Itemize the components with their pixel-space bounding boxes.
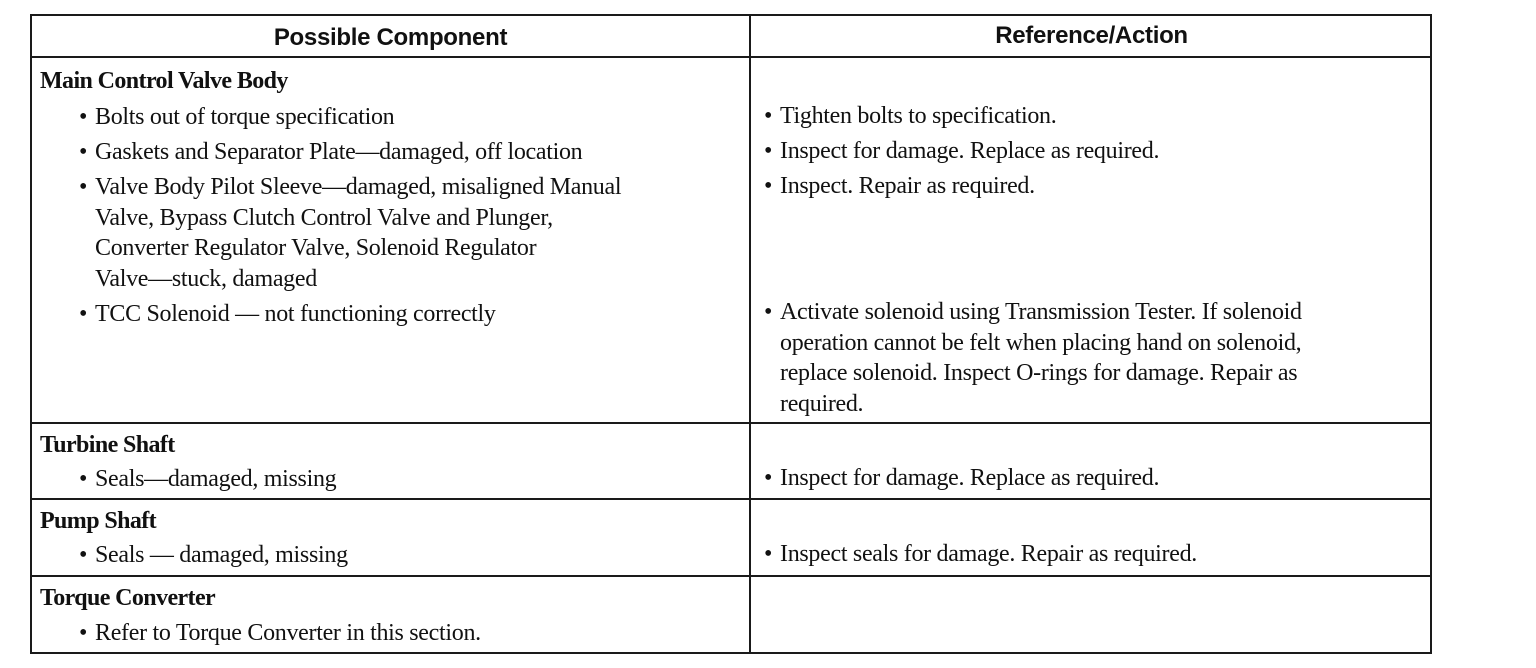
component-item: • Refer to Torque Converter in this section. [79,620,481,646]
section-pump-shaft [32,500,1430,577]
action-item: • Tighten bolts to specification. [764,103,1057,129]
component-item: • Bolts out of torque specification [79,104,395,130]
section-title: Turbine Shaft [40,432,175,458]
component-item: • Gaskets and Separator Plate—damaged, off location [79,139,583,165]
section-title: Pump Shaft [40,508,157,534]
action-item: • Inspect for damage. Replace as required. [764,138,1160,164]
header-possible-component: Possible Component [273,24,508,51]
action-item: • Inspect. Repair as required. [764,173,1035,199]
section-turbine-shaft [32,424,1430,500]
diagnosis-table [30,14,1432,654]
header-reference-action: Reference/Action [995,22,1188,49]
table-header-row [32,16,1430,58]
action-item: • Inspect for damage. Replace as required. [764,465,1160,491]
section-main-control-valve-body [32,58,1430,424]
component-item: • Valve Body Pilot Sleeve—damaged, misaligned Manual Valve, Bypass Clutch Control Valve and Plunger, Converter Regulator Valve, Solenoid Regulator Valve—stuck, damaged [79,174,622,292]
component-item: • TCC Solenoid — not functioning correctly [79,301,496,327]
section-title: Torque Converter [40,585,216,611]
action-item: • Activate solenoid using Transmission Tester. If solenoid operation cannot be felt when placing hand on solenoid, replace solenoid. Inspect O-rings for damage. Repair as required. [764,299,1302,417]
component-item: • Seals — damaged, missing [79,542,348,568]
action-item: • Inspect seals for damage. Repair as required. [764,541,1197,567]
section-title: Main Control Valve Body [40,68,288,94]
component-item: • Seals—damaged, missing [79,466,337,492]
section-torque-converter [32,577,1430,654]
